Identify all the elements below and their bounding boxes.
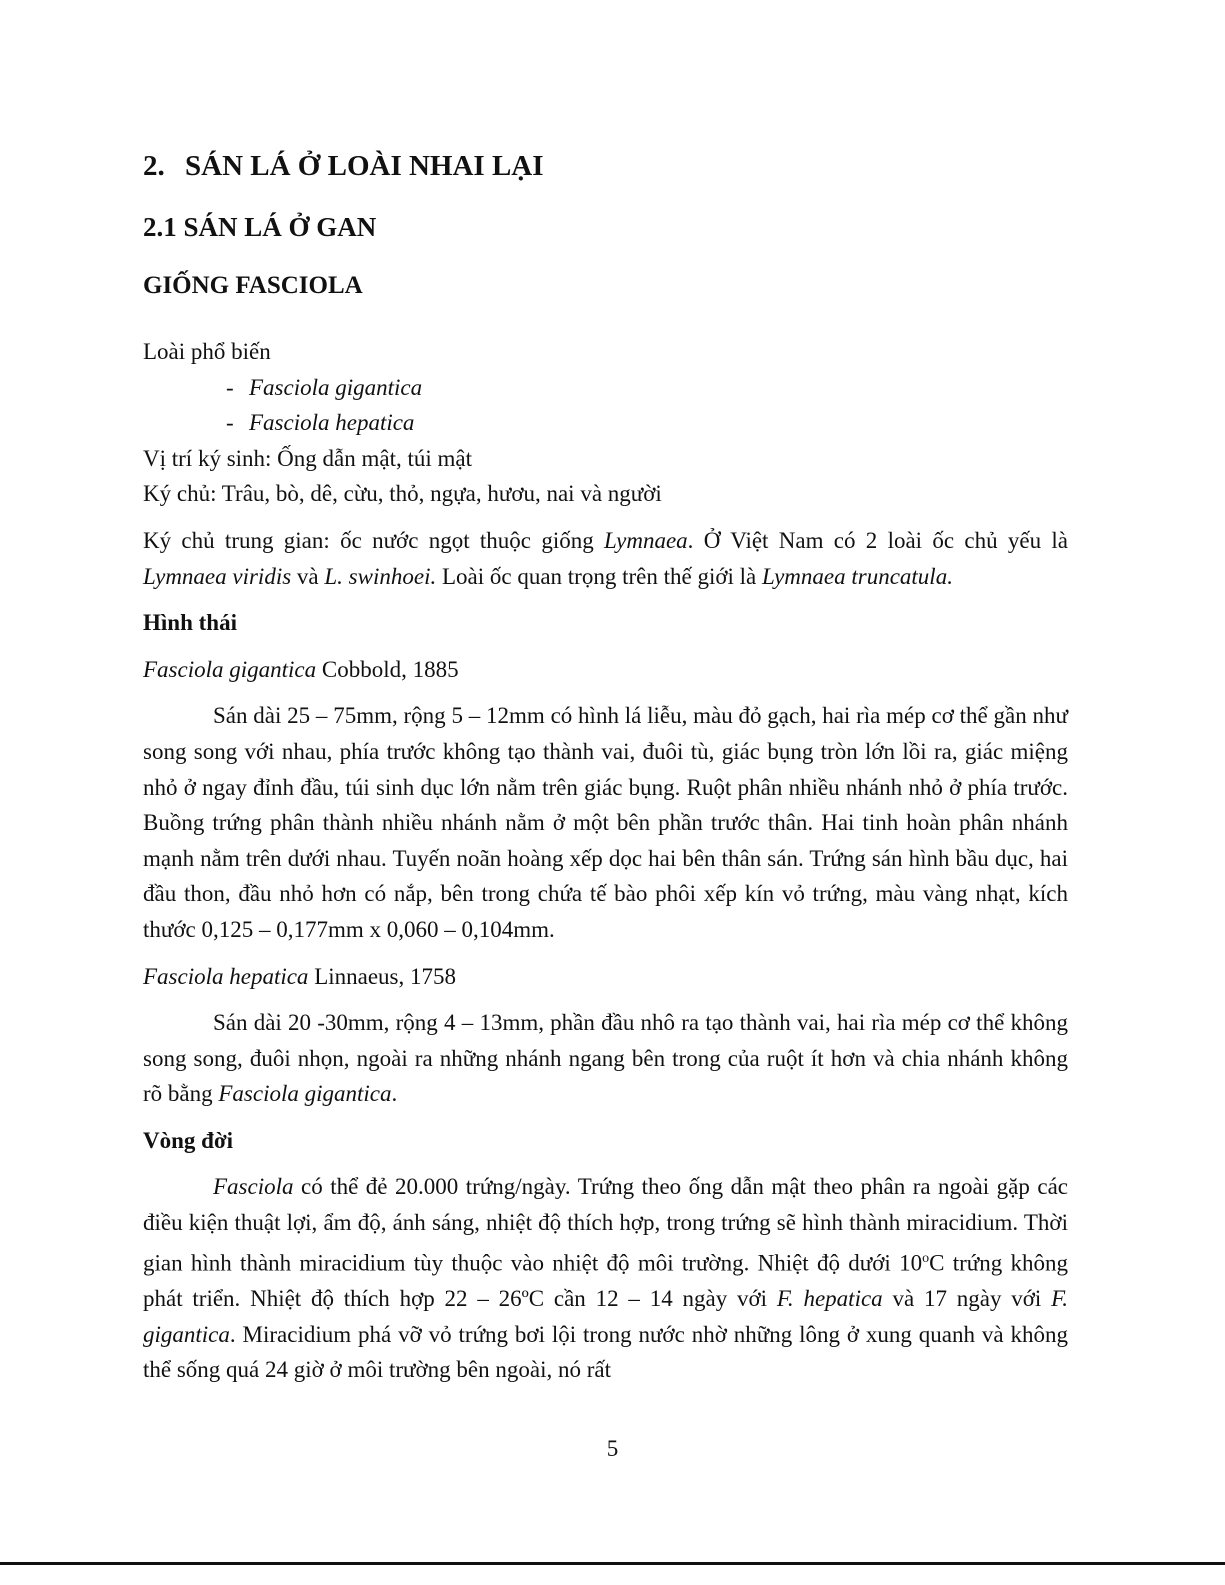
page-bottom-edge: [0, 1562, 1225, 1565]
chapter-heading: [143, 150, 544, 183]
species-citation: Fasciola hepatica Linnaeus, 1758: [143, 963, 456, 989]
lifecycle-title: Vòng đời: [143, 1127, 234, 1153]
document-body: [143, 334, 1068, 1388]
morphology-title: Hình thái: [143, 610, 237, 636]
intermediate-host-paragraph: Ký chủ trung gian: ốc nước ngọt thuộc giống Lymnaea. Ở Việt Nam có 2 loài ốc chủ yếu là Lymnaea viridis và L. swinhoei. Loài ốc quan trọng trên thế giới là Lymnaea truncatula.: [143, 527, 1069, 589]
lifecycle-paragraph: Fasciola có thể đẻ 20.000 trứng/ngày. Trứng theo ống dẫn mật theo phân ra ngoài gặp các điều kiện thuật lợi, ẩm độ, ánh sáng, nhiệt độ thích hợp, trong trứng sẽ hình thành miracidium. Thời gian hình thành miracidium tùy thuộc vào nhiệt độ môi trường. Nhiệt độ dưới 10$^o$C trứng không phát triển. Nhiệt độ thích hợp 22 – 26ºC cần 12 – 14 ngày với F. hepatica và 17 ngày với F. gigantica. Miracidium phá vỡ vỏ trứng bơi lội trong nước nhờ những lông ở xung quanh và không thể sống quá 24 giờ ở môi trường bên ngoài, nó rất: [143, 1174, 1068, 1383]
hepatica-description: Sán dài 20 -30mm, rộng 4 – 13mm, phần đầu nhô ra tạo thành vai, hai rìa mép cơ thể không song song, đuôi nhọn, ngoài ra những nhánh ngang bên trong của ruột ít hơn và chia nhánh không rõ bằng Fasciola gigantica.: [143, 1010, 1068, 1107]
host-list: Ký chủ: Trâu, bò, dê, cừu, thỏ, ngựa, hươu, nai và người: [143, 481, 662, 507]
chapter-title: SÁN LÁ Ở LOÀI NHAI LẠI: [185, 150, 544, 182]
species-name: Fasciola hepatica: [249, 410, 415, 436]
page-number: 5: [606, 1436, 619, 1461]
genus-heading: GIỐNG FASCIOLA: [143, 272, 363, 299]
species-list-label: Loài phổ biến: [143, 339, 271, 364]
chapter-number: 2.: [143, 150, 165, 182]
species-name: Fasciola gigantica: [249, 374, 423, 400]
list-item: - Fasciola gigantica: [226, 374, 423, 400]
gigantica-description: Sán dài 25 – 75mm, rộng 5 – 12mm có hình lá liễu, màu đỏ gạch, hai rìa mép cơ thể gần như song song với nhau, phía trước không tạo thành vai, đuôi tù, giác bụng tròn lớn lồi ra, giác miệng nhỏ ở ngay đỉnh đầu, túi sinh dục lớn nằm trên giác bụng. Ruột phân nhiều nhánh nhỏ ở phía trước. Buồng trứng phân thành nhiều nhánh nằm ở một bên phần trước thân. Hai tinh hoàn phân nhánh mạnh nằm trên dưới nhau. Tuyến noãn hoàng xếp dọc hai bên thân sán. Trứng sán hình bầu dục, hai đầu thon, đầu nhỏ hơn có nắp, bên trong chứa tế bào phôi xếp kín vỏ trứng, màu vàng nhạt, kích thước 0,125 – 0,177mm x 0,060 – 0,104mm.: [143, 703, 1068, 942]
parasitic-site: Vị trí ký sinh: Ống dẫn mật, túi mật: [143, 445, 472, 471]
species-citation: Fasciola gigantica Cobbold, 1885: [143, 656, 459, 682]
section-heading: 2.1 SÁN LÁ Ở GAN: [143, 212, 377, 242]
list-item: - Fasciola hepatica: [226, 410, 415, 436]
